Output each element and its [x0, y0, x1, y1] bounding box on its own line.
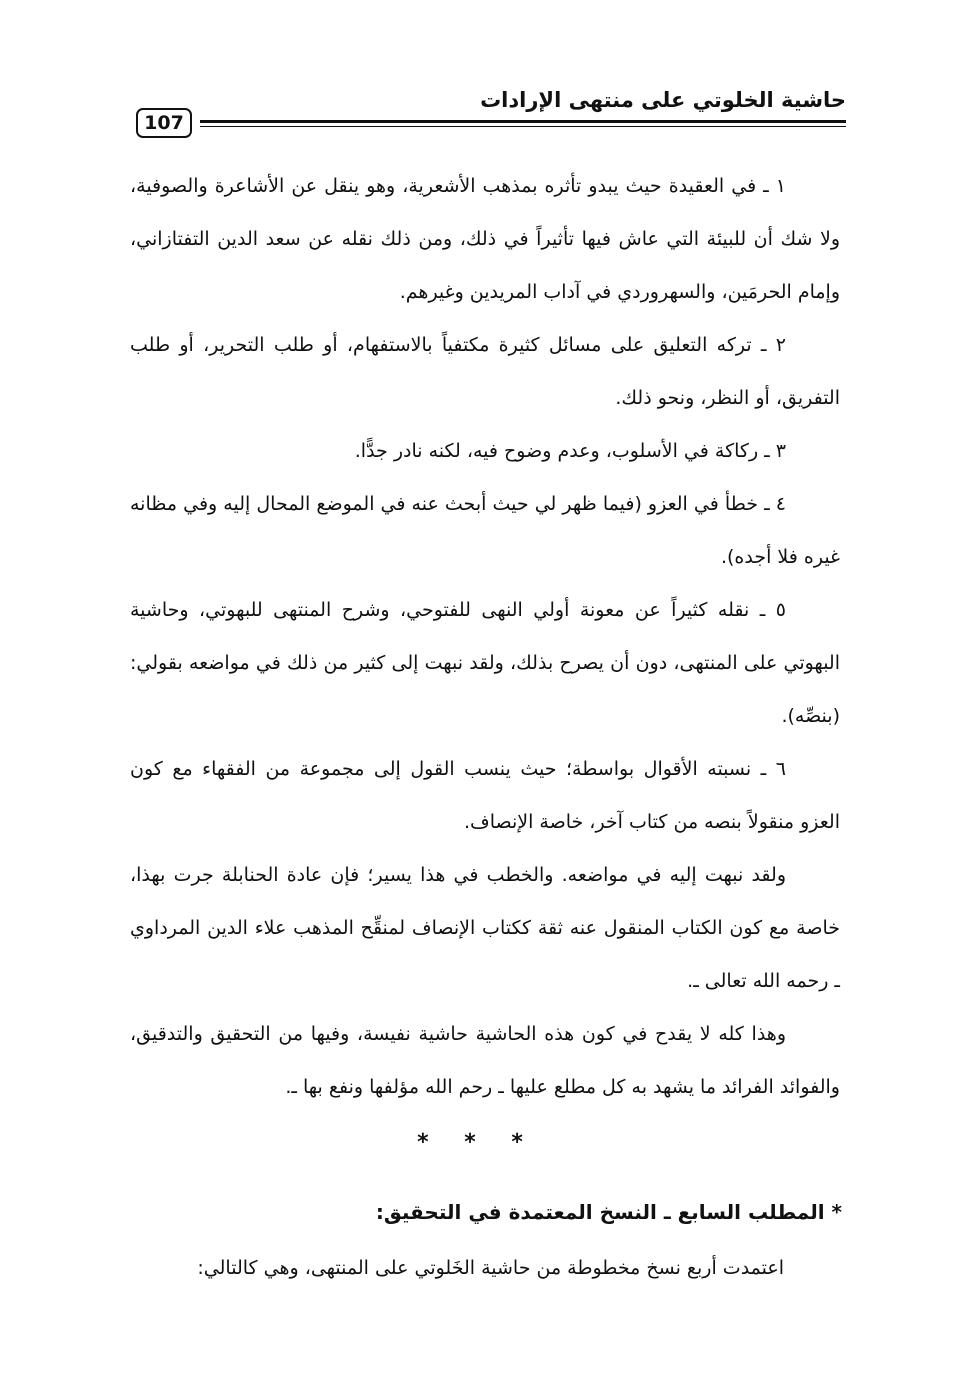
paragraph-5: ٥ ـ نقله كثيراً عن معونة أولي النهى للفتوحي، وشرح المنتهى للبهوتي، وحاشية البهوتي على المنتهى، دون أن يصرح بذلك، ولقد نبهت إلى كثير من ذلك في مواضعه بقولي: (بنصِّه). [130, 599, 840, 727]
running-title: حاشية الخلوتي على منتهى الإرادات [480, 88, 846, 112]
paragraph-8: وهذا كله لا يقدح في كون هذه الحاشية حاشية نفيسة، وفيها من التحقيق والتدقيق، والفوائد الفرائد ما يشهد به كل مطلع عليها ـ رحم الله مؤلفها ونفع بها ـ. [130, 1023, 840, 1098]
paragraph-1: ١ ـ في العقيدة حيث يبدو تأثره بمذهب الأشعرية، وهو ينقل عن الأشاعرة والصوفية، ولا شك أن للبيئة التي عاش فيها تأثيراً في ذلك، ومن ذلك نقله عن سعد الدين التفتازاني، وإمام الحرمَين، والسهروردي في آداب المريدين وغيرهم. [130, 175, 840, 303]
header-rule-thin [200, 126, 846, 127]
section-separator: * * * [417, 1130, 537, 1155]
paragraph-3: ٣ ـ ركاكة في الأسلوب، وعدم وضوح فيه، لكنه نادر جدًّا. [354, 440, 786, 462]
paragraph-2: ٢ ـ تركه التعليق على مسائل كثيرة مكتفياً بالاستفهام، أو طلب التحرير، أو طلب التفريق، أو النظر، ونحو ذلك. [130, 334, 840, 409]
header-rule-thick [200, 120, 846, 123]
paragraph-4: ٤ ـ خطأ في العزو (فيما ظهر لي حيث أبحث عنه في الموضع المحال إليه وفي مظانه غيره فلا أجده). [130, 493, 840, 568]
paragraph-6: ٦ ـ نسبته الأقوال بواسطة؛ حيث ينسب القول إلى مجموعة من الفقهاء مع كون العزو منقولاً بنصه من كتاب آخر، خاصة الإنصاف. [130, 758, 840, 833]
section-heading: * المطلب السابع ـ النسخ المعتمدة في التحقيق: [375, 1200, 842, 1224]
section-intro: اعتمدت أربع نسخ مخطوطة من حاشية الخَلوتي على المنتهى، وهي كالتالي: [197, 1257, 784, 1279]
paragraph-7: ولقد نبهت إليه في مواضعه. والخطب في هذا يسير؛ فإن عادة الحنابلة جرت بهذا، خاصة مع كون الكتاب المنقول عنه ثقة ككتاب الإنصاف لمنقِّح المذهب علاء الدين المرداوي ـ رحمه الله تعالى ـ. [130, 864, 840, 992]
page-number: 107 [136, 108, 192, 138]
